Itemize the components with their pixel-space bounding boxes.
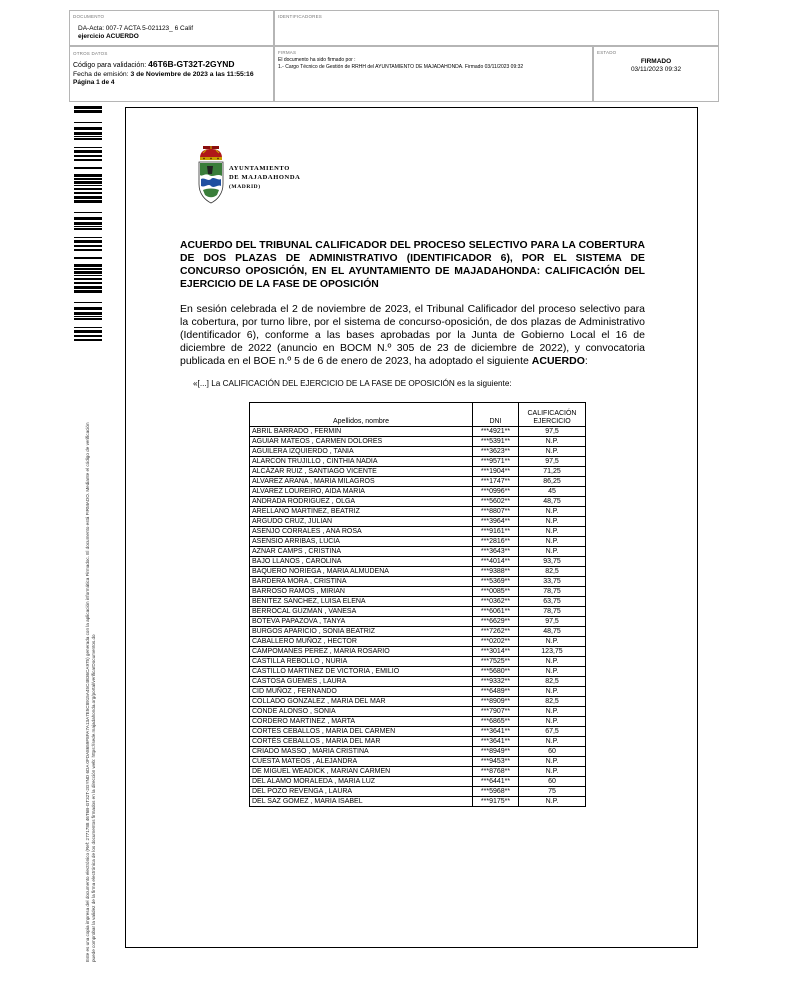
cell-dni: ***8949** (473, 747, 519, 757)
cell-name: ALVAREZ LOUREIRO, AIDA MARIA (250, 487, 473, 497)
table-header-row (250, 403, 586, 427)
cell-name: CASTOSA GÜEMES , LAURA (250, 677, 473, 687)
estado-box (593, 46, 719, 102)
table-row (250, 787, 586, 797)
cell-name: CUESTA MATEOS , ALEJANDRA (250, 757, 473, 767)
cell-score: 60 (519, 777, 586, 787)
identificadores-box (274, 10, 719, 46)
cell-name: DEL ALAMO MORALEDA , MARIA LUZ (250, 777, 473, 787)
table-row (250, 727, 586, 737)
body-paragraph (180, 303, 645, 368)
cell-score: N.P. (519, 737, 586, 747)
firmas-box (274, 46, 593, 102)
firmas-line2: 1.- Cargo Técnico de Gestión de RRHH del AYUNTAMIENTO DE MAJADAHONDA. Firmado 03/11/2023 09:32 (278, 64, 524, 70)
cell-score: N.P. (519, 707, 586, 717)
cell-dni: ***6441** (473, 777, 519, 787)
cell-score: N.P. (519, 667, 586, 677)
cell-name: AGUIAR MATEOS , CARMEN DOLORES (250, 437, 473, 447)
cell-score: N.P. (519, 767, 586, 777)
cell-score: 82,5 (519, 567, 586, 577)
cell-score: 78,75 (519, 587, 586, 597)
table-row (250, 637, 586, 647)
cell-name: CASTILLO MARTINEZ DE VICTORIA , EMILIO (250, 667, 473, 677)
documento-line2: ejercicio ACUERDO (78, 33, 139, 40)
cell-dni: ***6061** (473, 607, 519, 617)
cell-dni: ***7262** (473, 627, 519, 637)
cell-score: N.P. (519, 757, 586, 767)
results-table (249, 402, 586, 807)
cell-dni: ***3641** (473, 737, 519, 747)
table-row (250, 747, 586, 757)
table-row (250, 437, 586, 447)
cell-score: N.P. (519, 657, 586, 667)
cell-score: N.P. (519, 717, 586, 727)
cell-score: N.P. (519, 547, 586, 557)
cell-dni: ***9388** (473, 567, 519, 577)
cell-dni: ***0362** (473, 597, 519, 607)
cell-dni: ***5602** (473, 497, 519, 507)
cell-name: BERROCAL GUZMAN , VANESA (250, 607, 473, 617)
table-row (250, 497, 586, 507)
side-text-line1: Este es una copia impresa del documento electrónico (Ref: 2771788 46T6B-GT32T-2GYND 6DA 0FDA8659F8FA7A13A7E5C8915A45C4B36CA975) generada con la aplicación informática Firmadoc. El documento está FIRMADO. Mediante el código de verificación (85, 422, 90, 962)
cell-dni: ***8768** (473, 767, 519, 777)
table-row (250, 677, 586, 687)
cell-dni: ***5680** (473, 667, 519, 677)
cell-dni: ***9332** (473, 677, 519, 687)
table-body (250, 427, 586, 807)
documento-label: DOCUMENTO (73, 14, 105, 19)
cell-dni: ***6489** (473, 687, 519, 697)
header-score (519, 403, 586, 427)
cell-dni: ***9571** (473, 457, 519, 467)
cell-dni: ***1747** (473, 477, 519, 487)
cell-name: CASTILLA REBOLLO , NURIA (250, 657, 473, 667)
table-row (250, 777, 586, 787)
estado-value: FIRMADO (640, 58, 672, 65)
cell-dni: ***9453** (473, 757, 519, 767)
cell-score: N.P. (519, 637, 586, 647)
cell-dni: ***4014** (473, 557, 519, 567)
cell-dni: ***1904** (473, 467, 519, 477)
table-row (250, 487, 586, 497)
table-row (250, 607, 586, 617)
cell-dni: ***3623** (473, 447, 519, 457)
header-name: Apellidos, nombre (250, 403, 473, 427)
cell-name: AZNAR CAMPS , CRISTINA (250, 547, 473, 557)
firmas-label: FIRMAS (278, 50, 297, 55)
side-text-line2: puede comprobar la validez de la firma electrónica de los documentos firmados en la dirección web: https://sede.majadahonda.org/portal/verificarDocumentos.do (90, 634, 96, 962)
cell-dni: ***6865** (473, 717, 519, 727)
table-row (250, 427, 586, 437)
table-row (250, 527, 586, 537)
cell-score: 82,5 (519, 677, 586, 687)
cell-name: BOTEVA PAPAZOVA , TANYA (250, 617, 473, 627)
cell-name: DEL POZO REVENGA , LAURA (250, 787, 473, 797)
cell-name: CORTÉS CEBALLOS , MARIA DEL MAR (250, 737, 473, 747)
table-row (250, 507, 586, 517)
cell-score: 71,25 (519, 467, 586, 477)
cell-dni: ***8807** (473, 507, 519, 517)
cell-dni: ***7907** (473, 707, 519, 717)
header-score-line1: CALIFICACIÓN (527, 410, 577, 417)
cell-name: BARROSO RAMOS , MIRIAN (250, 587, 473, 597)
table-row (250, 757, 586, 767)
table-row (250, 547, 586, 557)
org-line2: DE MAJADAHONDA (229, 174, 301, 181)
table-row (250, 517, 586, 527)
cell-dni: ***3643** (473, 547, 519, 557)
cell-dni: ***9175** (473, 797, 519, 807)
cell-dni: ***0085** (473, 587, 519, 597)
cell-dni: ***0996** (473, 487, 519, 497)
cell-name: CORTES CEBALLOS , MARIA DEL CARMEN (250, 727, 473, 737)
estado-fecha: 03/11/2023 09:32 (630, 66, 682, 73)
quote-intro: «[...] La CALIFICACIÓN DEL EJERCICIO DE LA FASE DE OPOSICIÓN es la siguiente: (193, 379, 512, 388)
table-row (250, 737, 586, 747)
cell-score: 33,75 (519, 577, 586, 587)
document-title: ACUERDO DEL TRIBUNAL CALIFICADOR DEL PROCESO SELECTIVO PARA LA COBERTURA DE DOS PLAZAS DE ADMINISTRATIVO (IDENTIFICADOR 6), POR EL SISTEMA DE CONCURSO OPOSICIÓN, EN EL AYUNTAMIENTO DE MAJADAHONDA: CALIFICACIÓN DEL EJERCICIO DE LA FASE DE OPOSICIÓN (180, 240, 645, 290)
header-score-line2: EJERCICIO (533, 418, 571, 425)
table-row (250, 617, 586, 627)
body-end: : (584, 355, 588, 367)
table-row (250, 597, 586, 607)
table-row (250, 447, 586, 457)
cell-name: DEL SAZ GOMEZ , MARIA ISABEL (250, 797, 473, 807)
pagina: Página 1 de 4 (73, 79, 115, 86)
cell-dni: ***6629** (473, 617, 519, 627)
cell-dni: ***8909** (473, 697, 519, 707)
cell-score: N.P. (519, 687, 586, 697)
cell-name: BURGOS APARICIO , SONIA BEATRIZ (250, 627, 473, 637)
cell-score: N.P. (519, 527, 586, 537)
cell-dni: ***3641** (473, 727, 519, 737)
side-verification-text (85, 82, 96, 962)
table-row (250, 667, 586, 677)
cell-name: COLLADO GONZALEZ , MARIA DEL MAR (250, 697, 473, 707)
cell-score: 67,5 (519, 727, 586, 737)
table-row (250, 477, 586, 487)
identificadores-label: IDENTIFICADORES (278, 14, 323, 19)
table-row (250, 797, 586, 807)
table-row (250, 537, 586, 547)
cell-name: BENITEZ SANCHEZ, LUISA ELENA (250, 597, 473, 607)
table-row (250, 467, 586, 477)
documento-line1: DA-Acta: 007-7 ACTA 5-021123_ 6 Calif (78, 25, 194, 32)
table-row (250, 577, 586, 587)
cell-dni: ***3964** (473, 517, 519, 527)
cell-score: 78,75 (519, 607, 586, 617)
cell-score: 123,75 (519, 647, 586, 657)
table-row (250, 767, 586, 777)
cell-name: CRIADO MASSO , MARIA CRISTINA (250, 747, 473, 757)
cell-name: ASENJO CORRALES , ANA ROSA (250, 527, 473, 537)
fecha-prefix: Fecha de emisión: (73, 71, 129, 78)
cell-score: 45 (519, 487, 586, 497)
cell-dni: ***7525** (473, 657, 519, 667)
table-row (250, 717, 586, 727)
cell-name: BARDERA MORA , CRISTINA (250, 577, 473, 587)
table-row (250, 707, 586, 717)
cell-dni: ***4921** (473, 427, 519, 437)
table-row (250, 697, 586, 707)
cell-score: 48,75 (519, 627, 586, 637)
org-line3: (MADRID) (229, 184, 261, 190)
cell-score: N.P. (519, 437, 586, 447)
cell-name: BAJO LLANOS , CAROLINA (250, 557, 473, 567)
estado-label: ESTADO (597, 50, 617, 55)
otros-datos-box (69, 46, 274, 102)
cell-dni: ***0202** (473, 637, 519, 647)
cell-name: ABRIL BARRADO , FERMIN (250, 427, 473, 437)
cell-name: ASENSIO ARRIBAS, LUCIA (250, 537, 473, 547)
firmas-line1: El documento ha sido firmado por : (278, 57, 356, 63)
fecha-value: 3 de Noviembre de 2023 a las 11:55:16 (130, 71, 254, 78)
cell-score: N.P. (519, 447, 586, 457)
cell-dni: ***3014** (473, 647, 519, 657)
table-row (250, 587, 586, 597)
cell-name: CID MUÑOZ , FERNANDO (250, 687, 473, 697)
cell-dni: ***9161** (473, 527, 519, 537)
cell-name: ARGUDO CRUZ, JULIAN (250, 517, 473, 527)
body-text: En sesión celebrada el 2 de noviembre de 2023, el Tribunal Calificador del proceso selectivo para la cobertura, por turno libre, por el sistema de concurso-oposición, de dos plazas de Administrativo (Identificador 6), conforme a las bases aprobadas por la Junta de Gobierno Local el 16 de diciembre de 2022 (anuncio en BOCM N.º 305 de 23 de diciembre de 2022), y convocatoria publicada en el BOE n.º 5 de 6 de enero de 2023, ha adoptado el siguiente (180, 303, 645, 367)
cell-dni: ***5369** (473, 577, 519, 587)
cell-name: ALVAREZ ARANA , MARIA MILAGROS (250, 477, 473, 487)
cell-dni: ***5391** (473, 437, 519, 447)
body-acuerdo: ACUERDO (531, 355, 585, 367)
cell-score: 86,25 (519, 477, 586, 487)
fecha-emision (73, 71, 254, 79)
cell-score: 63,75 (519, 597, 586, 607)
cell-score: N.P. (519, 517, 586, 527)
table-row (250, 647, 586, 657)
table-row (250, 627, 586, 637)
table-row (250, 457, 586, 467)
cell-name: CAMPOMANES PEREZ , MARIA ROSARIO (250, 647, 473, 657)
cell-score: 48,75 (519, 497, 586, 507)
documento-box (69, 10, 274, 46)
cell-score: 97,5 (519, 457, 586, 467)
cell-score: N.P. (519, 507, 586, 517)
cell-dni: ***2816** (473, 537, 519, 547)
cell-score: 97,5 (519, 617, 586, 627)
codigo-value: 46T6B-GT32T-2GYND (148, 59, 235, 69)
cell-name: ANDRADA RODRIGUEZ , OLGA (250, 497, 473, 507)
cell-name: CONDE ALONSO , SONIA (250, 707, 473, 717)
otros-datos-label: OTROS DATOS (73, 51, 108, 56)
cell-score: 82,5 (519, 697, 586, 707)
cell-score: N.P. (519, 797, 586, 807)
table-row (250, 567, 586, 577)
cell-name: ARELLANO MARTINEZ, BEATRIZ (250, 507, 473, 517)
table-row (250, 557, 586, 567)
cell-score: 60 (519, 747, 586, 757)
header-dni: DNI (473, 403, 519, 427)
cell-score: 93,75 (519, 557, 586, 567)
org-line1: AYUNTAMIENTO (229, 165, 290, 172)
table-row (250, 657, 586, 667)
codigo-prefix: Código para validación: (73, 62, 147, 69)
cell-name: BAQUERO NORIEGA , MARIA ALMUDENA (250, 567, 473, 577)
cell-name: CABALLERO MUÑOZ , HECTOR (250, 637, 473, 647)
cell-name: ALARCON TRUJILLO , CINTHIA NADIA (250, 457, 473, 467)
cell-name: DE MIGUEL WEADICK , MARIAN CARMEN (250, 767, 473, 777)
cell-score: 75 (519, 787, 586, 797)
cell-name: AGUILERA IZQUIERDO , TANIA (250, 447, 473, 457)
cell-name: CORDERO MARTINEZ , MARTA (250, 717, 473, 727)
cell-score: N.P. (519, 537, 586, 547)
cell-name: ALCÁZAR RUIZ , SANTIAGO VICENTE (250, 467, 473, 477)
table-row (250, 687, 586, 697)
cell-score: 97,5 (519, 427, 586, 437)
coat-of-arms-logo (195, 146, 227, 204)
cell-dni: ***5968** (473, 787, 519, 797)
codigo-validacion (73, 60, 235, 70)
